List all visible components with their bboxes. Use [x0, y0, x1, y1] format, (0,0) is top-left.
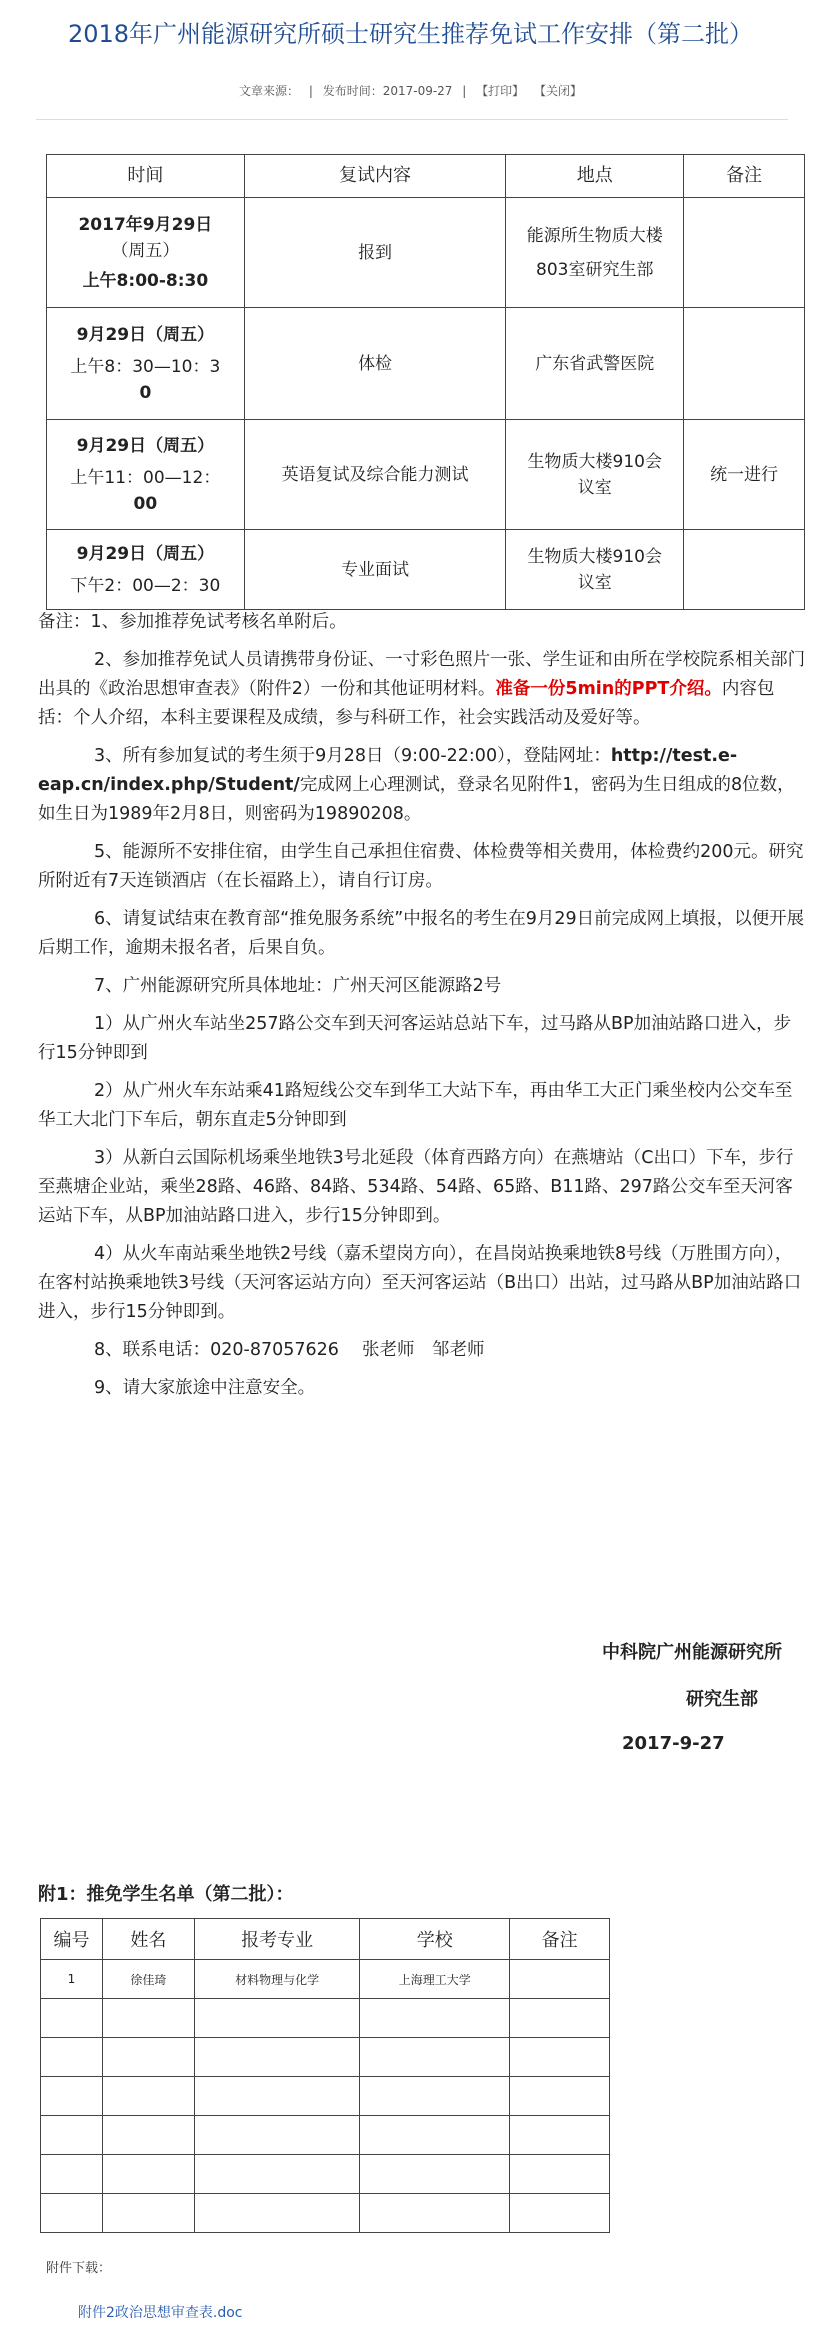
student-list-table	[40, 1918, 610, 2233]
empty-cell	[360, 2077, 510, 2116]
empty-cell	[102, 2194, 194, 2233]
divider	[36, 119, 788, 120]
content-cell: 体检	[244, 308, 506, 420]
empty-cell	[194, 2194, 360, 2233]
meta-separator: |	[462, 84, 467, 98]
table-row	[47, 308, 805, 420]
content-cell: 报到	[244, 198, 506, 308]
note-cell	[684, 198, 805, 308]
header-content: 复试内容	[244, 155, 506, 198]
print-link[interactable]: 【打印】	[476, 84, 525, 98]
empty-cell	[102, 1999, 194, 2038]
route-4: 4）从火车南站乘坐地铁2号线（嘉禾望岗方向），在昌岗站换乘地铁8号线（万胜围方向），在客村站换乘地铁3号线（天河客运站方向）至天河客运站（B出口）出站，过马路从BP加油站路口进入，步行15分钟即到。	[38, 1244, 802, 1322]
empty-cell	[360, 2116, 510, 2155]
table-row	[41, 2116, 610, 2155]
time-cell	[47, 308, 245, 420]
note-2	[38, 646, 808, 733]
empty-cell	[102, 2038, 194, 2077]
place-line: 生物质大楼910会	[527, 451, 662, 472]
place-cell	[506, 530, 684, 610]
article-meta	[0, 82, 821, 99]
table-row	[47, 530, 805, 610]
note-6: 6、请复试结束在教育部“推免服务系统”中报名的考生在9月29日前完成网上填报，以便开展后期工作，逾期未报名者，后果自负。	[38, 909, 805, 958]
time-line: 下午2：00—2：30	[70, 575, 221, 596]
time-line: 9月29日（周五）	[76, 435, 215, 456]
table-row	[41, 1999, 610, 2038]
meta-separator: |	[308, 84, 313, 98]
time-line: 2017年9月29日	[78, 214, 213, 235]
header-note: 备注	[684, 155, 805, 198]
time-line: 上午11：00—12：	[70, 467, 221, 488]
place-line: 议室	[577, 572, 612, 593]
empty-cell	[194, 2116, 360, 2155]
note-3-detail: 完成网上心理测试，登录名见附件1，密码为生日组成的8位数，如生日为1989年2月8日，则密码为19890208。	[38, 775, 795, 824]
empty-cell	[41, 1999, 103, 2038]
student-header-row	[41, 1919, 610, 1960]
route-3: 3）从新白云国际机场乘坐地铁3号北延段（体育西路方向）在燕塘站（C出口）下车，步行至燕塘企业站，乘坐28路、46路、84路、534路、54路、65路、B11路、297路公交车至天河客运站下车，从BP加油站路口进入，步行15分钟即到。	[38, 1148, 794, 1226]
notes-section	[38, 608, 808, 1412]
note-3	[38, 742, 808, 829]
empty-cell	[102, 2077, 194, 2116]
empty-cell	[41, 2077, 103, 2116]
empty-cell	[510, 1999, 610, 2038]
empty-cell	[41, 2038, 103, 2077]
table-row	[47, 198, 805, 308]
schedule-table	[46, 154, 805, 610]
empty-cell	[510, 2038, 610, 2077]
table-row	[41, 1960, 610, 1999]
time-line: （周五）	[111, 240, 180, 261]
place-cell	[506, 420, 684, 530]
note-cell: 统一进行	[684, 420, 805, 530]
time-cell	[47, 198, 245, 308]
empty-cell	[102, 2155, 194, 2194]
empty-cell	[360, 2038, 510, 2077]
route-2: 2）从广州火车东站乘41路短线公交车到华工大站下车，再由华工大正门乘坐校内公交车至华工大北门下车后，朝东直走5分钟即到	[38, 1081, 793, 1130]
student-major: 材料物理与化学	[194, 1960, 360, 1999]
empty-cell	[41, 2194, 103, 2233]
note-2-text: 2、参加推荐免试人员请携带身份证、一寸彩色照片一张、学生证和由所在学校院系相关部门出具的《政治思想审查表》（附件2）一份和其他证明材料。	[38, 650, 806, 699]
header-time: 时间	[47, 155, 245, 198]
place-line: 议室	[577, 477, 612, 498]
header-name: 姓名	[102, 1919, 194, 1960]
time-line: 9月29日（周五）	[76, 543, 215, 564]
empty-cell	[510, 2194, 610, 2233]
time-cell	[47, 530, 245, 610]
note-9: 9、请大家旅途中注意安全。	[94, 1378, 316, 1398]
header-place: 地点	[506, 155, 684, 198]
close-link[interactable]: 【关闭】	[534, 84, 583, 98]
table-row	[41, 2194, 610, 2233]
empty-cell	[360, 2194, 510, 2233]
place-line: 803室研究生部	[536, 259, 654, 280]
ppt-requirement: 准备一份5min的PPT介绍。	[495, 679, 722, 699]
table-row	[41, 2077, 610, 2116]
download-link[interactable]: 附件2政治思想审查表.doc	[78, 2305, 243, 2321]
empty-cell	[510, 2077, 610, 2116]
publish-date: 发布时间：2017-09-27	[322, 84, 453, 98]
source-label: 文章来源：	[238, 84, 299, 98]
place-line: 能源所生物质大楼	[526, 225, 663, 246]
empty-cell	[102, 2116, 194, 2155]
student-school: 上海理工大学	[360, 1960, 510, 1999]
note-1: 备注：1、参加推荐免试考核名单附后。	[38, 612, 347, 632]
note-8: 8、联系电话：020-87057626 张老师 邹老师	[94, 1340, 485, 1360]
page-title: 2018年广州能源研究所硕士研究生推荐免试工作安排（第二批）	[67, 20, 754, 48]
table-row	[47, 420, 805, 530]
schedule-header-row	[47, 155, 805, 198]
student-name: 徐佳琦	[102, 1960, 194, 1999]
download-label: 附件下载：	[46, 2261, 112, 2276]
content-cell: 专业面试	[244, 530, 506, 610]
header-school: 学校	[360, 1919, 510, 1960]
empty-cell	[360, 2155, 510, 2194]
empty-cell	[194, 1999, 360, 2038]
note-cell	[684, 530, 805, 610]
header-no: 编号	[41, 1919, 103, 1960]
time-line: 00	[133, 493, 158, 514]
note-cell	[684, 308, 805, 420]
test-url[interactable]: http://test.e-eap.cn/index.php/Student/	[38, 746, 738, 795]
route-1: 1）从广州火车站坐257路公交车到天河客运站总站下车，过马路从BP加油站路口进入，步行15分钟即到	[38, 1014, 792, 1063]
place-cell	[506, 308, 684, 420]
note-7: 7、广州能源研究所具体地址：广州天河区能源路2号	[94, 976, 502, 996]
empty-cell	[194, 2038, 360, 2077]
time-line: 上午8：30—10：3	[70, 356, 221, 377]
signature-date: 2017-9-27	[622, 1733, 725, 1754]
place-line: 生物质大楼910会	[527, 546, 662, 567]
table-row	[41, 2038, 610, 2077]
header-note: 备注	[510, 1919, 610, 1960]
note-3-text: 3、所有参加复试的考生须于9月28日（9:00-22:00），登陆网址：	[94, 746, 611, 766]
time-cell	[47, 420, 245, 530]
empty-cell	[510, 2116, 610, 2155]
empty-cell	[510, 2155, 610, 2194]
empty-cell	[194, 2155, 360, 2194]
signature-dept: 研究生部	[686, 1689, 758, 1710]
empty-cell	[41, 2155, 103, 2194]
empty-cell	[360, 1999, 510, 2038]
note-2-detail: 内容包括：个人介绍，本科主要课程及成绩，参与科研工作，社会实践活动及爱好等。	[38, 679, 775, 728]
header-major: 报考专业	[194, 1919, 360, 1960]
attachment-title: 附1：推免学生名单（第二批）：	[38, 1884, 294, 1905]
content-cell: 英语复试及综合能力测试	[244, 420, 506, 530]
place-line: 广东省武警医院	[535, 353, 655, 374]
empty-cell	[41, 2116, 103, 2155]
time-line: 9月29日（周五）	[76, 324, 215, 345]
table-row	[41, 2155, 610, 2194]
place-cell	[506, 198, 684, 308]
signature-org: 中科院广州能源研究所	[602, 1642, 782, 1663]
time-line: 0	[139, 382, 152, 403]
empty-cell	[194, 2077, 360, 2116]
time-line: 上午8:00-8:30	[82, 270, 209, 291]
student-no: 1	[41, 1960, 103, 1999]
note-5: 5、能源所不安排住宿，由学生自己承担住宿费、体检费等相关费用，体检费约200元。研究所附近有7天连锁酒店（在长福路上），请自行订房。	[38, 842, 804, 891]
student-note	[510, 1960, 610, 1999]
